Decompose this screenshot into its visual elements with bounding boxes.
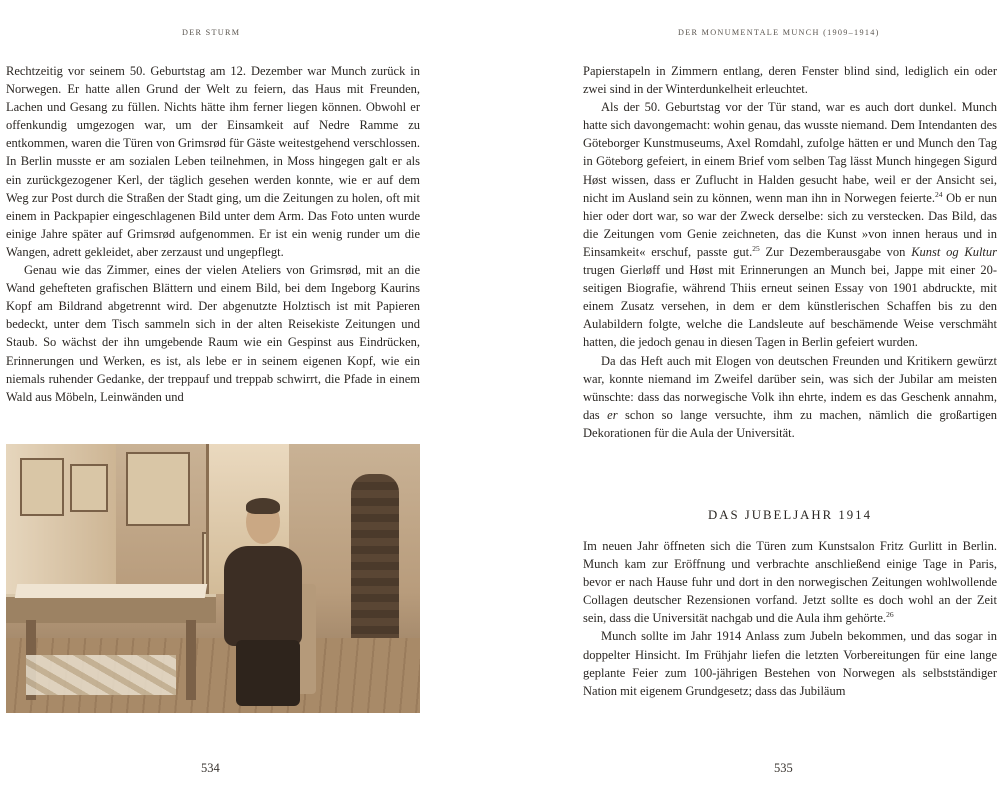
photo-munch-studio xyxy=(6,444,420,713)
right-page xyxy=(560,0,1000,800)
footnote-ref: 25 xyxy=(752,243,760,253)
paragraph: Als der 50. Geburtstag vor der Tür stand, war es auch dort dunkel. Munch hatte sich davongemacht: wohin genau, das wusste niemand. Dem Intendanten des Göteborger Kunstmuseums, Axel Romdahl, zufolge hätten er und Munch den Tag in Göteborg gefeiert, in einem Brief vom selben Tag lässt Munch hingegen Sigurd Høst wissen, dass er Zuflucht in Halden gesucht habe, weil er der Ansicht sei, nicht im Ausland sein zu können, wenn man ihn in Norwegen feierte.$^{24}$ Ob er nun hier oder dort war, so war der Zweck derselbe: sich zu verstecken. Das Bild, das die Zeitungen vom Genie zeichneten, das die Kunst »von innen heraus und in Einsamkeit« erschuf, passte gut.$^{25}$ Zur Dezemberausgabe von Kunst og Kultur trugen Gierløff und Høst mit Erinnerungen an Munch bei, Jappe mit einer 20-seitigen Biografie, während Thiis erneut seinen Essay von 1901 abdruckte, mit einem Zusatz versehen, in dem er dem künstlerischen Schaffen bis zu den Aulabildern folgte, welche die Landsleute auf beschämende Weise verschmäht hatten, die jedoch genau in diesen Tagen in Berlin gefeiert wurden. xyxy=(583,100,997,350)
running-head-left: DER STURM xyxy=(182,28,241,37)
page-number-right: 535 xyxy=(774,761,793,775)
section-body-text xyxy=(583,537,997,700)
footnote-ref: 26 xyxy=(886,610,894,620)
page-number-left: 534 xyxy=(201,761,220,775)
footnote-ref: 24 xyxy=(934,189,943,199)
left-page xyxy=(0,0,440,800)
paragraph: Rechtzeitig vor seinem 50. Geburtstag am 12. Dezember war Munch zurück in Norwegen. Er hatte allen Grund der Welt zu feiern, das Haus mit Freunden, Lachen und Gesang zu füllen. Nichts hätte ihm ferner liegen können. Obwohl er offenkundig umgezogen war, um der Einsamkeit auf Nedre Ramme zu entkommen, waren die Türen von Grimsrød für Gäste weitestgehend verschlossen. In Berlin musste er am sozialen Leben teilnehmen, in Moss hingegen galt er als ein zurückgezogener Kerl, der täglich gesehen werden konnte, wie er auf dem Weg zur Post durch die Straßen der Stadt ging, um die Zeitungen zu holen, oft mit einem in Packpapier eingeschlagenen Bild unter dem Arm. Das Foto unten wurde einige Jahre später auf Grimsrød aufgenommen. Er ist ein wenig runder um die Wangen, adrett gekleidet, aber zerzaust und ungepflegt. xyxy=(6,64,420,259)
paragraph: Munch sollte im Jahr 1914 Anlass zum Jubeln bekommen, und das sogar in doppelter Hinsicht. Im Frühjahr liefen die letzten Vorbereitungen für eine lange geplante Feier zum 100-jährigen Bestehen von Norwegen als selbstständiger Nation mit eigenem Grundgesetz; dass das Jubiläum xyxy=(583,629,997,698)
section-heading: DAS JUBELJAHR 1914 xyxy=(708,508,872,522)
paragraph: Papierstapeln in Zimmern entlang, deren Fenster blind sind, lediglich ein oder zwei sind in der Winterdunkelheit erleuchtet. xyxy=(583,64,997,97)
paragraph: Genau wie das Zimmer, eines der vielen Ateliers von Grimsrød, mit an die Wand gehefteten grafischen Blättern und einem Bild, bei dem Ingeborg Kaurins Kopf am Bildrand abgetrennt wird. Der abgenutzte Holztisch ist mit Papieren bedeckt, unter dem Tisch sammeln sich in der alten Reisekiste Zeitungen und Staub. So wächst der ihn umgebende Raum wie ein Gespinst aus Eindrücken, Erinnerungen und Werken, es ist, als lebe er in seinem eigenen Kopf, wie ein niemals ruhender Gedanke, der treppauf und treppab schwirrt, die Pfade in einem Wald aus Möbeln, Leinwänden und xyxy=(6,263,420,404)
paragraph: Da das Heft auch mit Elogen von deutschen Freunden und Kritikern gewürzt war, konnte niemand im Zweifel darüber sein, was sich der Jubilar am meisten wünschte: dass das norwegische Volk ihn ehrte, indem es das Geschenk annahm, das er schon so lange versuchte, ihm zu machen, nämlich die großartigen Dekorationen für die Aula der Universität. xyxy=(583,353,997,440)
running-head-right: DER MONUMENTALE MUNCH (1909–1914) xyxy=(678,28,880,37)
paragraph: Im neuen Jahr öffneten sich die Türen zum Kunstsalon Fritz Gurlitt in Berlin. Munch kam zur Eröffnung und verbrachte anschließend einige Tage in Paris, bevor er nach Hause fuhr und dort in den norwegischen Zeitungen wohlwollende Collagen deutscher Rezensionen vorfand. Jetzt sollte es doch wohl an der Zeit sein, dass die Universität nachgab und die Aula ihm gehörte.$^{26}$ xyxy=(583,539,997,626)
right-body-text xyxy=(583,62,997,442)
left-body-text xyxy=(6,62,420,406)
